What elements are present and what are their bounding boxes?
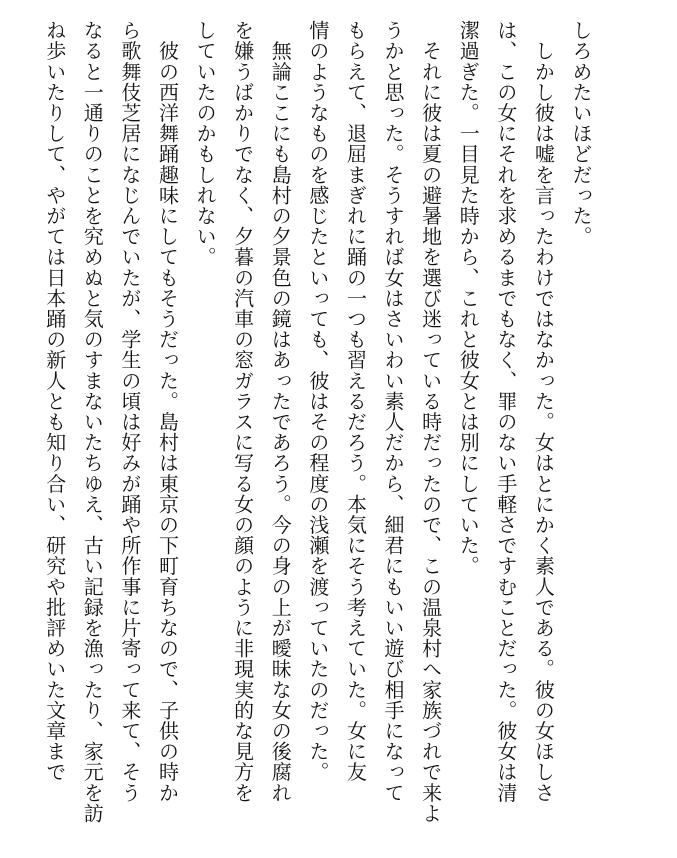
text-line: は、この女にそれを求めるまでもなく、罪のない手軽さですむことだった。彼女は清 <box>493 20 518 803</box>
text-line: 無論ここにも島村の夕景色の鏡はあったであろう。今の身の上が曖昧な女の後腐れ <box>268 20 293 803</box>
text-line: なると一通りのことを究めぬと気のすまないたちゆえ、古い記録を漁ったり、家元を訪 <box>80 20 105 824</box>
text-line: 潔過ぎた。一目見た時から、これと彼女とは別にしていた。 <box>456 20 481 577</box>
text-line: していたのかもしれない。 <box>193 20 218 268</box>
text-line: しろめたいほどだった。 <box>569 20 593 247</box>
text-line: 情のようなものを感じたといっても、彼はその程度の浅瀬を渡っていたのだった。 <box>305 20 330 783</box>
text-line: うかと思った。そうすれば女はさいわい素人だから、細君にもいい遊び相手になって <box>381 20 406 803</box>
text-line: それに彼は夏の避暑地を選び迷っている時だったので、この温泉村へ家族づれで来よ <box>418 20 443 824</box>
vertical-text-body <box>42 20 599 824</box>
text-line: ら歌舞伎芝居になじんでいたが、学生の頃は好みが踊や所作事に片寄って来て、そう <box>117 20 142 803</box>
text-line: もらえて、退屈まぎれに踊の一つも習えるだろう。本気にそう考えていた。女に友 <box>343 20 368 783</box>
text-line: ね歩いたりして、やがては日本踊の新人とも知り合い、研究や批評めいた文章まで <box>42 20 67 783</box>
text-line: 彼の西洋舞踊趣味にしてもそうだった。島村は東京の下町育ちなので、子供の時か <box>155 20 180 803</box>
text-line: しかし彼は嘘を言ったわけではなかった。女はとにかく素人である。彼の女ほしさ <box>531 20 556 803</box>
text-line: を嫌うばかりでなく、夕暮の汽車の窓ガラスに写る女の顔のように非現実的な見方を <box>230 20 255 803</box>
